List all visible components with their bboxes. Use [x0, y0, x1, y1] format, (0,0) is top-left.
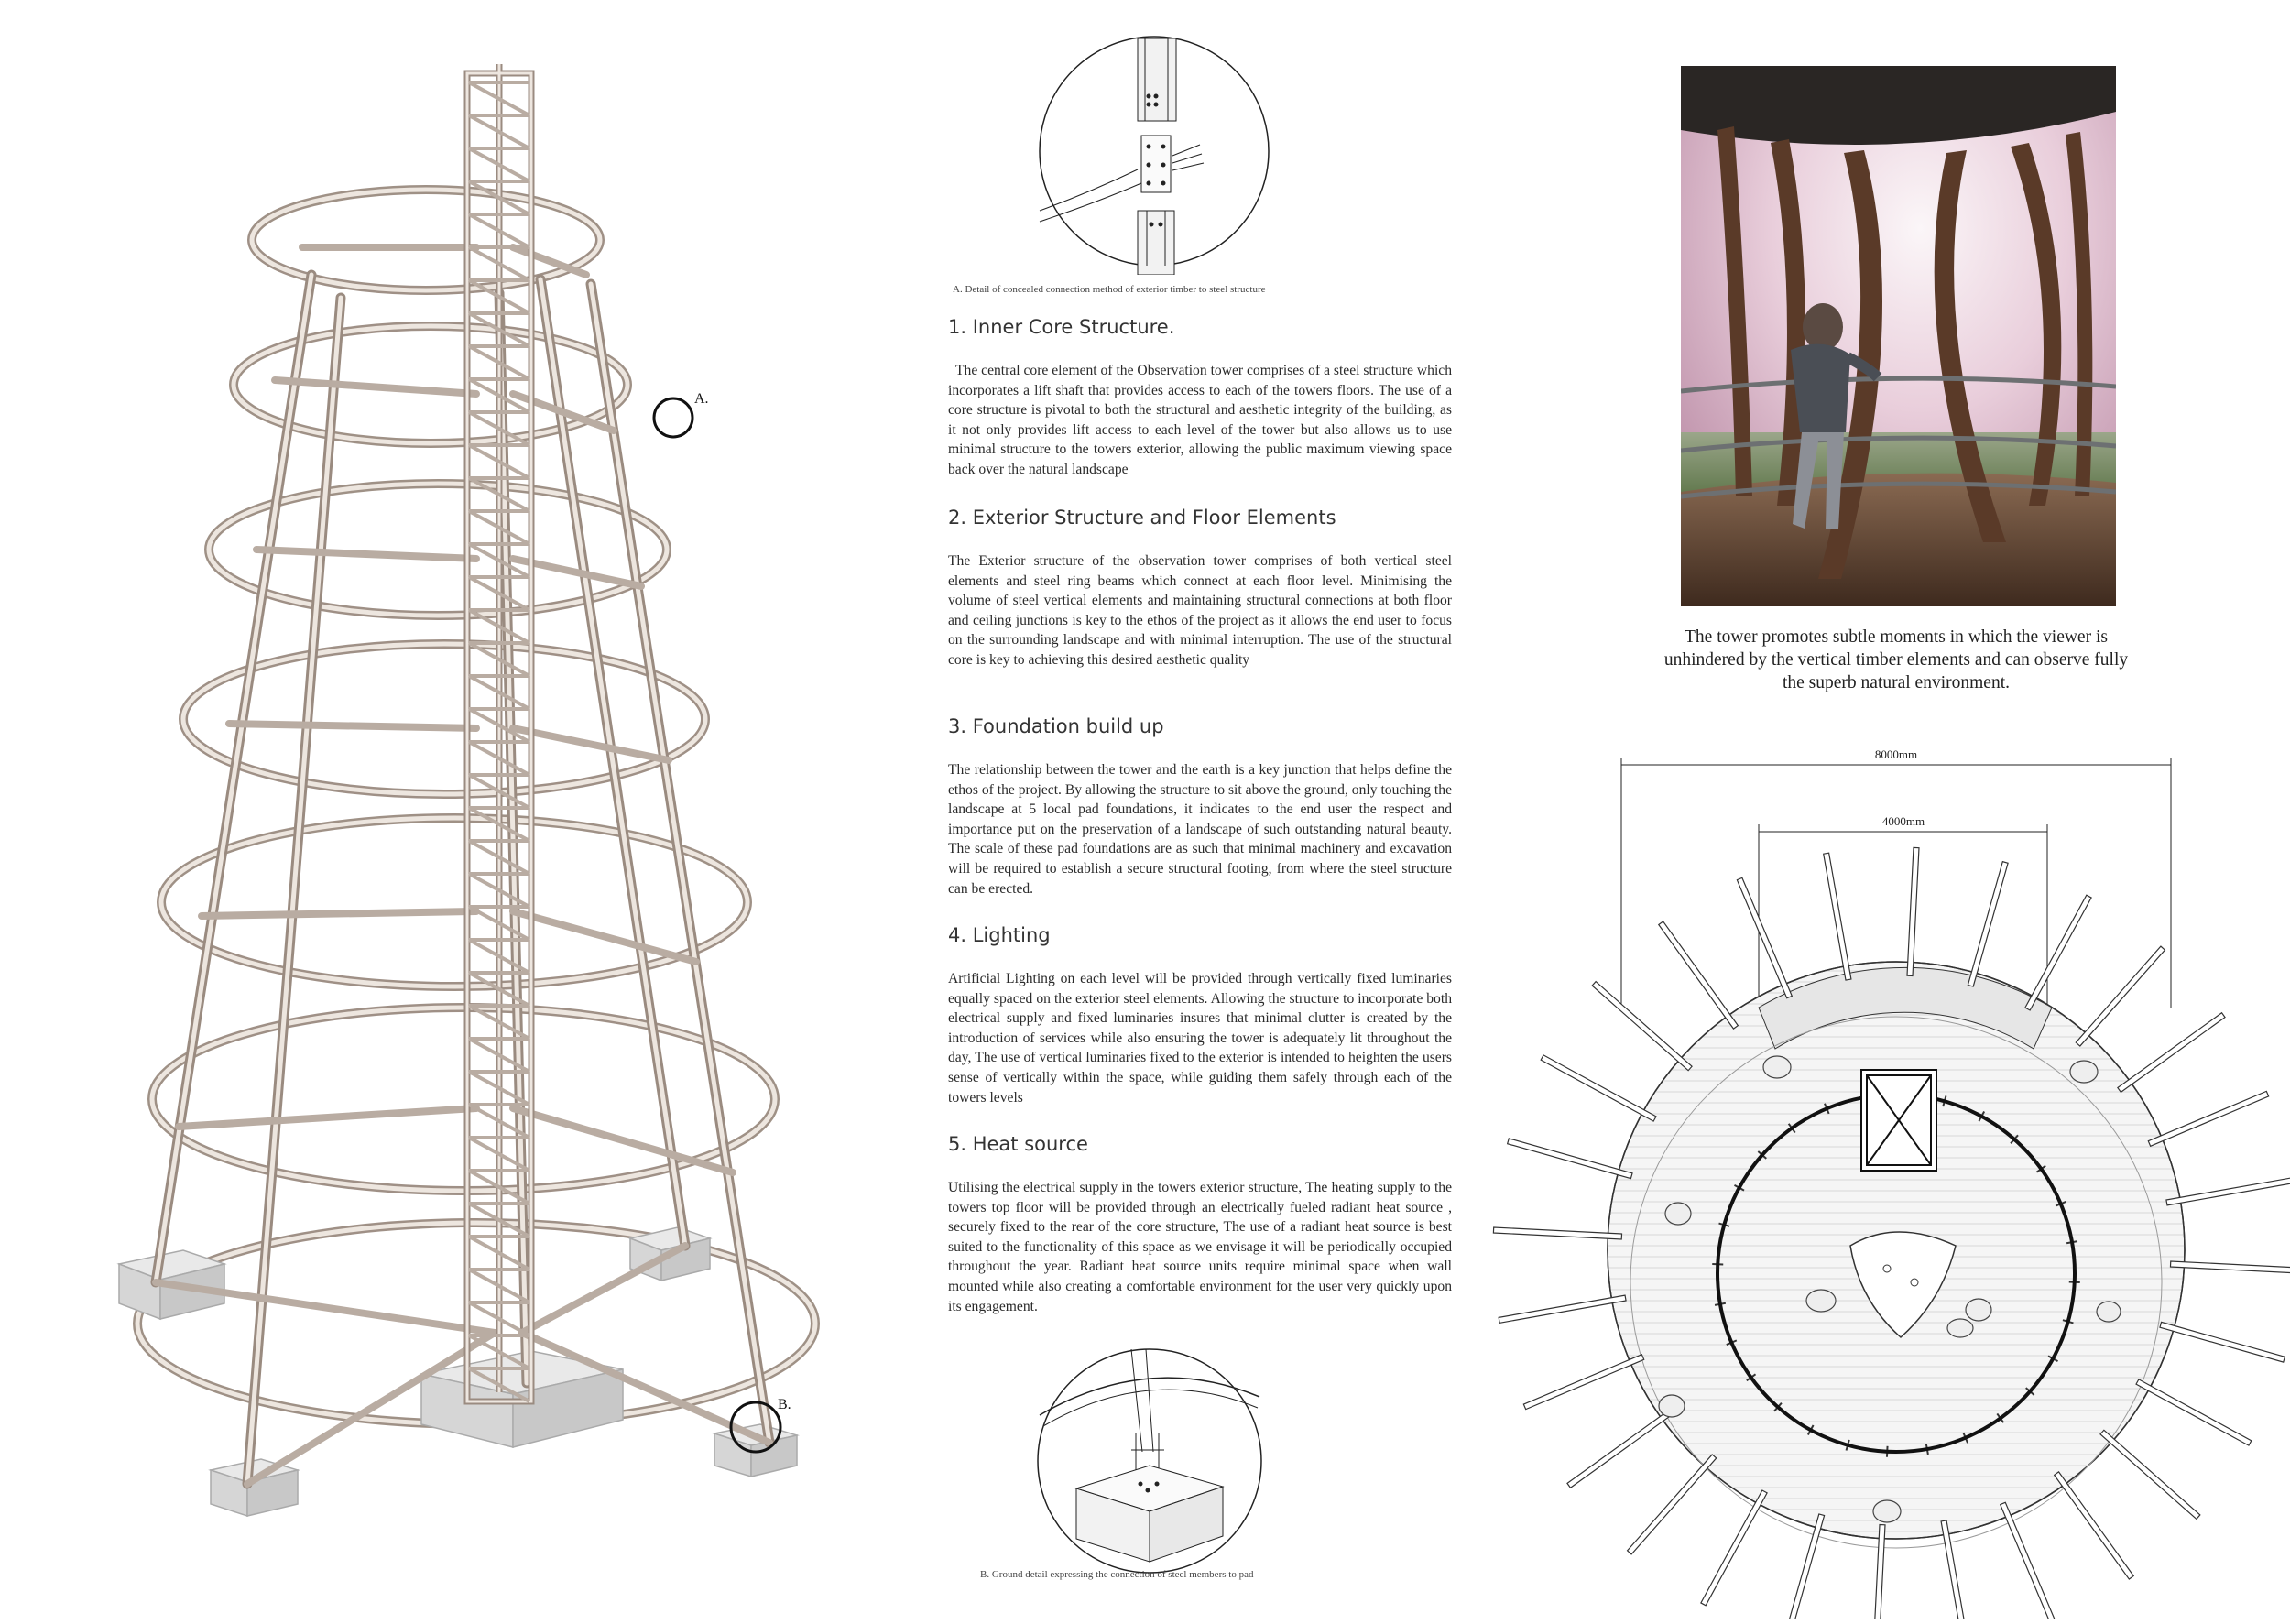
section-5 [948, 1133, 1452, 1316]
section-2-body: The Exterior structure of the observation tower comprises of both vertical steel elements and steel ring beams which connect at each floor level. Minimising the volume of steel vertical elements and maintaining structural connections at both floor and ceiling junctions is key to the ethos of the project as it allows the end user to focus on the surrounding landscape and with minimal interruption. The use of the structural core is key to achieving this desired aesthetic quality [948, 553, 1452, 668]
section-3 [948, 715, 1452, 899]
observation-deck-render [1681, 66, 2116, 606]
section-4-heading: 4. Lighting [948, 924, 1051, 946]
floor-plan-drawing [1484, 733, 2290, 1619]
section-2 [948, 507, 1452, 670]
callout-a-label: A. [694, 391, 709, 407]
section-1-body: The central core element of the Observation tower comprises of a steel structure which incorporates a lift shaft that provides access to each of the towers floors. The use of a core structure is pivotal to both the structural and aesthetic integrity of the building, as it not only provides lift access to each level of the tower but also allows us to use minimal structure to the towers exterior, allowing the public maximum viewing space back over the natural landscape [948, 363, 1452, 477]
section-4 [948, 924, 1452, 1107]
section-3-heading: 3. Foundation build up [948, 715, 1164, 737]
render-caption: The tower promotes subtle moments in which the viewer is unhindered by the vertical timber elements and can observe fully the superb natural environment. [1663, 627, 2129, 692]
detail-a-drawing [1035, 27, 1273, 275]
section-5-heading: 5. Heat source [948, 1133, 1088, 1155]
section-1-heading: 1. Inner Core Structure. [948, 316, 1175, 338]
pad-foundations [119, 1227, 797, 1516]
section-4-body: Artificial Lighting on each level will be provided through vertically fixed luminaries equally spaced on the exterior steel elements. Allowing the structure to incorporate both electrical supply and fixed luminaries insures that minimal clutter is created by the introduction of services while also ensuring the tower is adequately lit throughout the day, The use of vertical luminaries fixed to the exterior is intended to heighten the users sense of vertically within the space, while guiding them safely through each of the towers levels [948, 971, 1452, 1106]
dim-inner-label: 4000mm [1881, 814, 1925, 828]
detail-b [1030, 1342, 1269, 1580]
section-2-heading: 2. Exterior Structure and Floor Elements [948, 507, 1336, 529]
floor-plan [1484, 733, 2290, 1619]
section-5-body: Utilising the electrical supply in the towers exterior structure, The heating supply to the towers top floor will be provided through an electrically fueled radiant heat source , securely fixed to the rear of the core structure, The use of a radiant heat source is best suited to the functionality of this space as we envisage it will be periodically occupied throughout the year. Radiant heat source units require minimal space when wall mounted while also creating a comfortable environment for the user very quickly upon its engagement. [948, 1180, 1452, 1314]
exterior-columns [156, 275, 769, 1484]
section-3-body: The relationship between the tower and the earth is a key junction that helps define the ethos of the project. By allowing the structure to sit above the ground, only touching the landscape at 5 local pad foundations, it indicates to the end user the respect and importance put on the preservation of a landscape of such outstanding natural beauty. The scale of these pad foundations are as such that minimal machinery and excavation will be required to establish a secure structural footing, from where the steel structure can be erected. [948, 762, 1452, 897]
callout-b-label: B. [778, 1397, 791, 1412]
detail-a [1035, 27, 1273, 275]
detail-b-caption: B. Ground detail expressing the connection of steel members to pad [980, 1569, 1254, 1580]
callout-a [654, 391, 709, 437]
lift-shaft [1861, 1070, 1936, 1171]
section-1 [948, 316, 1452, 480]
dim-outer-label: 8000mm [1874, 747, 1918, 761]
detail-b-drawing [1030, 1342, 1269, 1580]
render-illustration [1681, 66, 2116, 606]
tower-axonometric [0, 0, 879, 1619]
detail-a-caption: A. Detail of concealed connection method of exterior timber to steel structure [953, 284, 1266, 295]
tower-axonometric-svg [0, 0, 879, 1619]
